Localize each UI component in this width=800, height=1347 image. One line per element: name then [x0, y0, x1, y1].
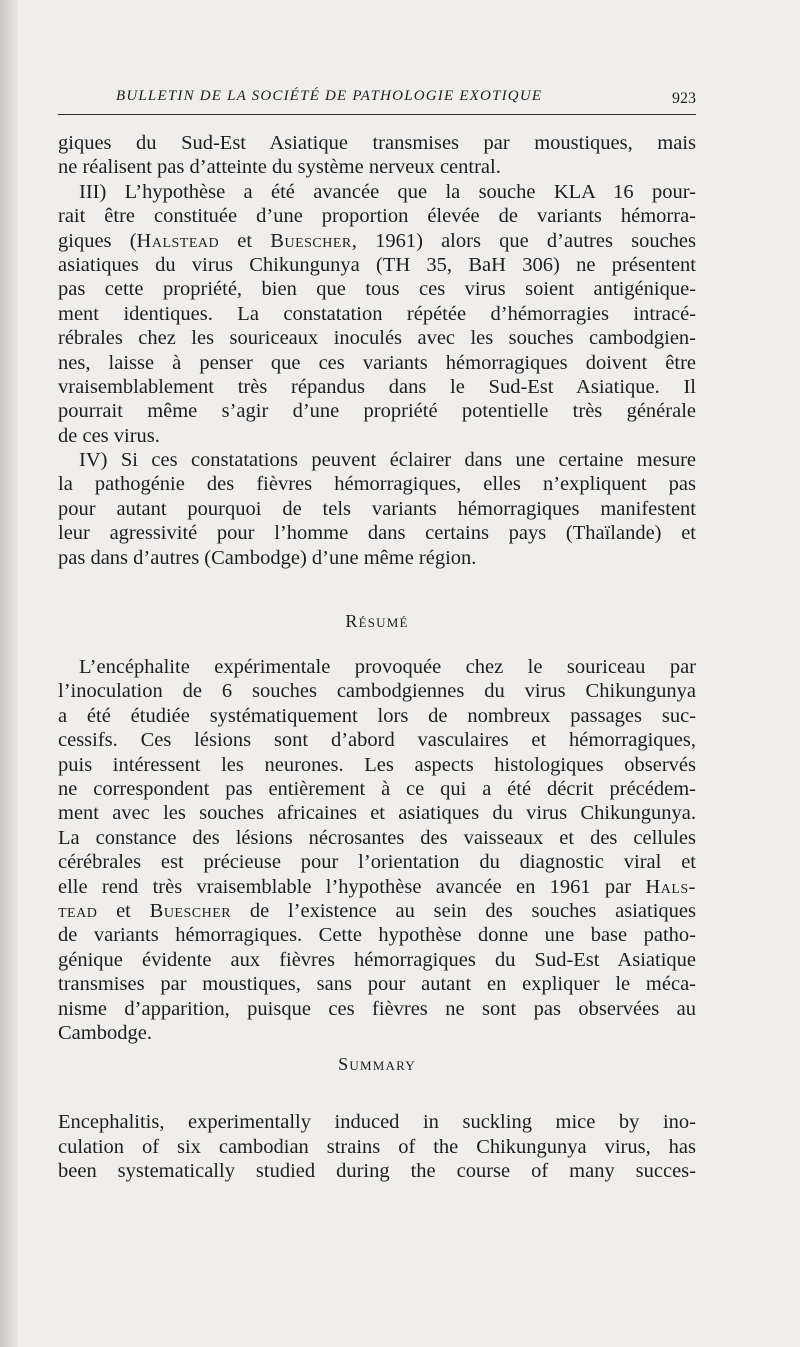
- text-fragment: giques (: [58, 229, 137, 252]
- text-fragment: et: [97, 899, 150, 922]
- resume-heading: Résumé: [345, 611, 409, 632]
- author-name: Halstead: [136, 229, 220, 252]
- text-line: de variants hémorragiques. Cette hypothèse donne une base patho-: [58, 924, 696, 947]
- text-line: de ces virus.: [58, 424, 160, 447]
- text-line: asiatiques du virus Chikungunya (TH 35, BaH 306) ne présentent: [58, 253, 696, 276]
- text-line: L’encéphalite expérimentale provoquée chez le souriceau par: [79, 656, 696, 679]
- running-head: BULLETIN DE LA SOCIÉTÉ DE PATHOLOGIE EXOTIQUE: [116, 88, 543, 104]
- author-name: tead: [58, 899, 98, 922]
- article-body: [58, 131, 696, 1183]
- page-number: 923: [672, 90, 696, 107]
- paragraph-iii: [58, 180, 696, 448]
- text-line: been systematically studied during the course of many succes-: [58, 1160, 696, 1183]
- text-line: nes, laisse à penser que ces variants hémorragiques doivent être: [58, 351, 696, 374]
- resume-paragraph: [58, 655, 696, 1045]
- text-line-citation: [58, 875, 696, 899]
- text-fragment: et: [219, 229, 271, 252]
- text-fragment: , 1961) alors que d’autres souches: [351, 229, 696, 252]
- text-line: pourrait même s’agir d’une propriété potentielle très générale: [58, 400, 696, 423]
- page-header: [58, 88, 696, 114]
- paragraph-iv: [58, 448, 696, 570]
- text-line: cessifs. Ces lésions sont d’abord vasculaires et hémorragiques,: [58, 729, 696, 752]
- text-line: rait être constituée d’une proportion élevée de variants hémorra-: [58, 205, 696, 228]
- text-line: ne correspondent pas entièrement à ce qui a été décrit précédem-: [58, 777, 696, 800]
- text-line: a été étudiée systématiquement lors de nombreux passages suc-: [58, 704, 696, 727]
- text-line: pas dans d’autres (Cambodge) d’une même région.: [58, 546, 477, 569]
- text-line-citation: [58, 229, 696, 253]
- text-line: ne réalisent pas d’atteinte du système nerveux central.: [58, 156, 501, 179]
- text-fragment: de l’existence au sein des souches asiatiques: [231, 899, 696, 922]
- text-line: culation of six cambodian strains of the Chikungunya virus, has: [58, 1135, 696, 1158]
- text-line: Encephalitis, experimentally induced in suckling mice by ino-: [58, 1111, 696, 1134]
- text-line: pas cette propriété, bien que tous ces virus soient antigénique-: [58, 278, 696, 301]
- text-line: leur agressivité pour l’homme dans certains pays (Thaïlande) et: [58, 522, 696, 545]
- author-name: Hals-: [645, 875, 696, 898]
- text-line: génique évidente aux fièvres hémorragiques du Sud-Est Asiatique: [58, 948, 696, 971]
- text-line: III) L’hypothèse a été avancée que la souche KLA 16 pour-: [79, 180, 696, 203]
- text-line: La constance des lésions nécrosantes des vaisseaux et des cellules: [58, 826, 696, 849]
- paragraph-continuation: [58, 131, 696, 180]
- text-line: rébrales chez les souriceaux inoculés avec les souches cambodgien-: [58, 327, 696, 350]
- text-line: pour autant pourquoi de tels variants hémorragiques manifestent: [58, 497, 696, 520]
- text-line: nisme d’apparition, puisque ces fièvres ne sont pas observées au: [58, 997, 696, 1020]
- header-rule: [58, 114, 696, 115]
- text-line: IV) Si ces constatations peuvent éclairer dans une certaine mesure: [79, 449, 696, 472]
- summary-paragraph: [58, 1110, 696, 1183]
- text-line-citation: [58, 899, 696, 923]
- text-line: puis intéressent les neurones. Les aspects histologiques observés: [58, 753, 696, 776]
- text-line: vraisemblablement très répandus dans le Sud-Est Asiatique. Il: [58, 375, 696, 398]
- text-line: ment identiques. La constatation répétée d’hémorragies intracé-: [58, 302, 696, 325]
- text-line: ment avec les souches africaines et asiatiques du virus Chikungunya.: [58, 802, 696, 825]
- text-line: l’inoculation de 6 souches cambodgiennes du virus Chikungunya: [58, 680, 696, 703]
- text-line: transmises par moustiques, sans pour autant en expliquer le méca-: [58, 973, 696, 996]
- summary-heading: Summary: [338, 1054, 416, 1075]
- text-fragment: elle rend très vraisemblable l’hypothèse avancée en 1961 par: [58, 875, 646, 898]
- text-line: la pathogénie des fièvres hémorragiques, elles n’expliquent pas: [58, 473, 696, 496]
- page-shadow-edge: [0, 0, 18, 1347]
- text-line: giques du Sud-Est Asiatique transmises par moustiques, mais: [58, 132, 696, 154]
- author-name: Buescher: [149, 899, 232, 922]
- text-line: cérébrales est précieuse pour l’orientation du diagnostic viral et: [58, 851, 696, 874]
- text-line: Cambodge.: [58, 1021, 152, 1044]
- author-name: Buescher: [270, 229, 352, 252]
